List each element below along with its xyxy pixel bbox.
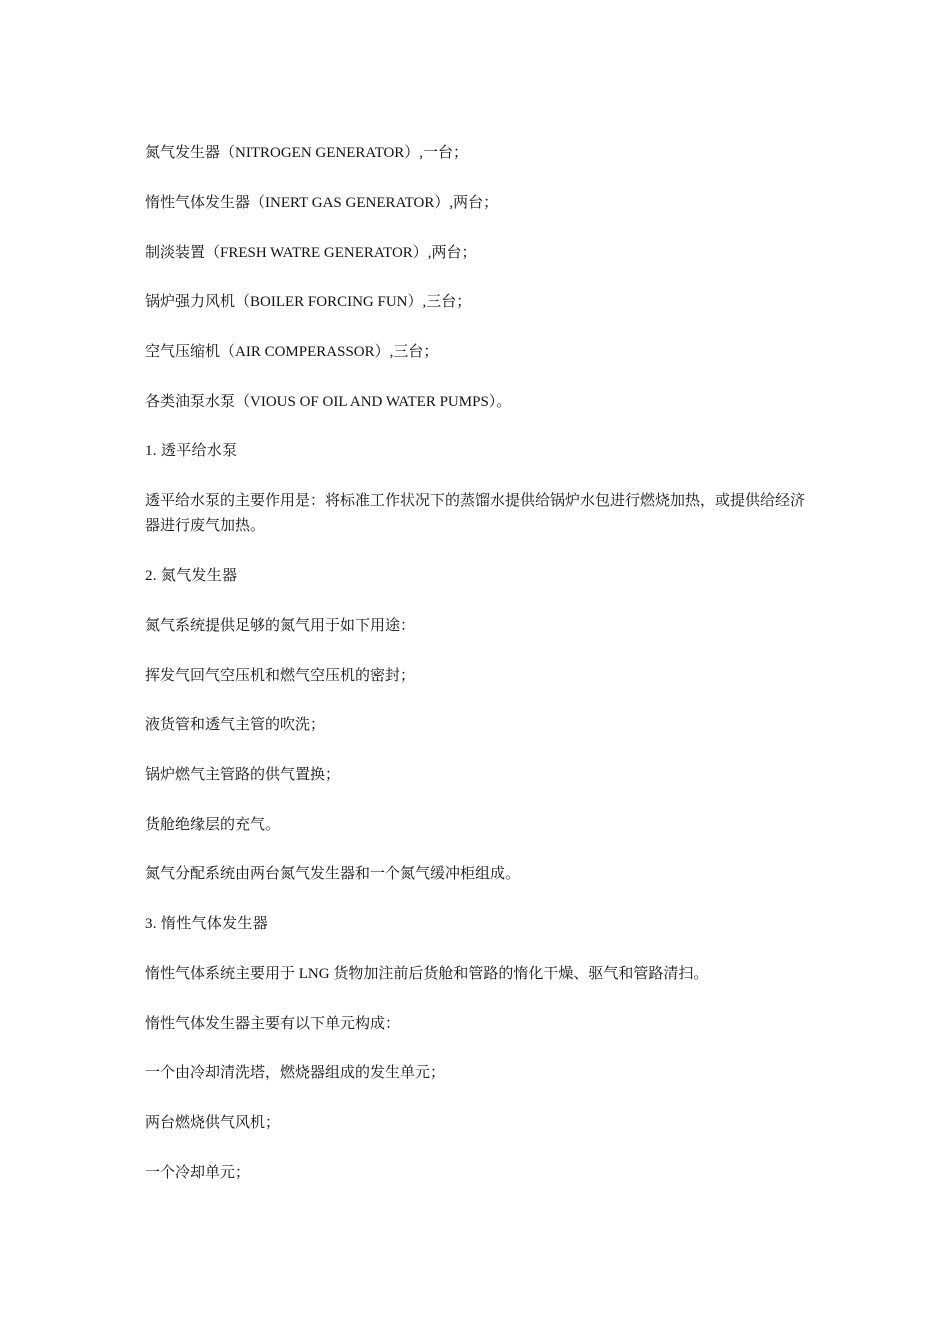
paragraph-inert-gas-generator-item: 惰性气体发生器（INERT GAS GENERATOR）,两台；: [145, 195, 499, 211]
paragraph-nitrogen-use-insulation: 货舱绝缘层的充气。: [145, 817, 281, 833]
paragraph-air-compressor-item: 空气压缩机（AIR COMPERASSOR）,三台；: [145, 344, 439, 360]
paragraph-fresh-water-generator-item: 制淡装置（FRESH WATRE GENERATOR）,两台；: [145, 245, 477, 261]
paragraph-inert-gas-purpose: 惰性气体系统主要用于 LNG 货物加注前后货舱和管路的惰化干燥、驱气和管路清扫。: [145, 966, 709, 982]
paragraph-inert-gas-unit-cooling: 一个冷却单元；: [145, 1165, 251, 1181]
paragraph-nitrogen-use-gas-replacement: 锅炉燃气主管路的供气置换；: [145, 767, 341, 783]
paragraph-inert-gas-unit-blowers: 两台燃烧供气风机；: [145, 1115, 281, 1131]
paragraph-inert-gas-unit-generator: 一个由冷却清洗塔，燃烧器组成的发生单元；: [145, 1065, 446, 1081]
paragraph-nitrogen-distribution: 氮气分配系统由两台氮气发生器和一个氮气缓冲柜组成。: [145, 866, 521, 882]
section-heading-turbine-feed-pump: 1. 透平给水泵: [145, 443, 238, 459]
paragraph-nitrogen-use-purge: 液货管和透气主管的吹洗；: [145, 717, 326, 733]
paragraph-nitrogen-use-seal: 挥发气回气空压机和燃气空压机的密封；: [145, 668, 416, 684]
paragraph-nitrogen-uses-intro: 氮气系统提供足够的氮气用于如下用途：: [145, 618, 416, 634]
paragraph-nitrogen-generator-item: 氮气发生器（NITROGEN GENERATOR）,一台；: [145, 145, 469, 161]
paragraph-inert-gas-units-intro: 惰性气体发生器主要有以下单元构成：: [145, 1016, 401, 1032]
paragraph-boiler-forcing-fan-item: 锅炉强力风机（BOILER FORCING FUN）,三台；: [145, 294, 472, 310]
paragraph-pumps-item: 各类油泵水泵（VIOUS OF OIL AND WATER PUMPS）。: [145, 394, 512, 410]
section-heading-inert-gas-generator: 3. 惰性气体发生器: [145, 916, 269, 932]
section-heading-nitrogen-generator: 2. 氮气发生器: [145, 568, 238, 584]
paragraph-turbine-feed-pump-description: 透平给水泵的主要作用是：将标准工作状况下的蒸馏水提供给锅炉水包进行燃烧加热，或提供给经济器进行废气加热。: [145, 493, 806, 534]
